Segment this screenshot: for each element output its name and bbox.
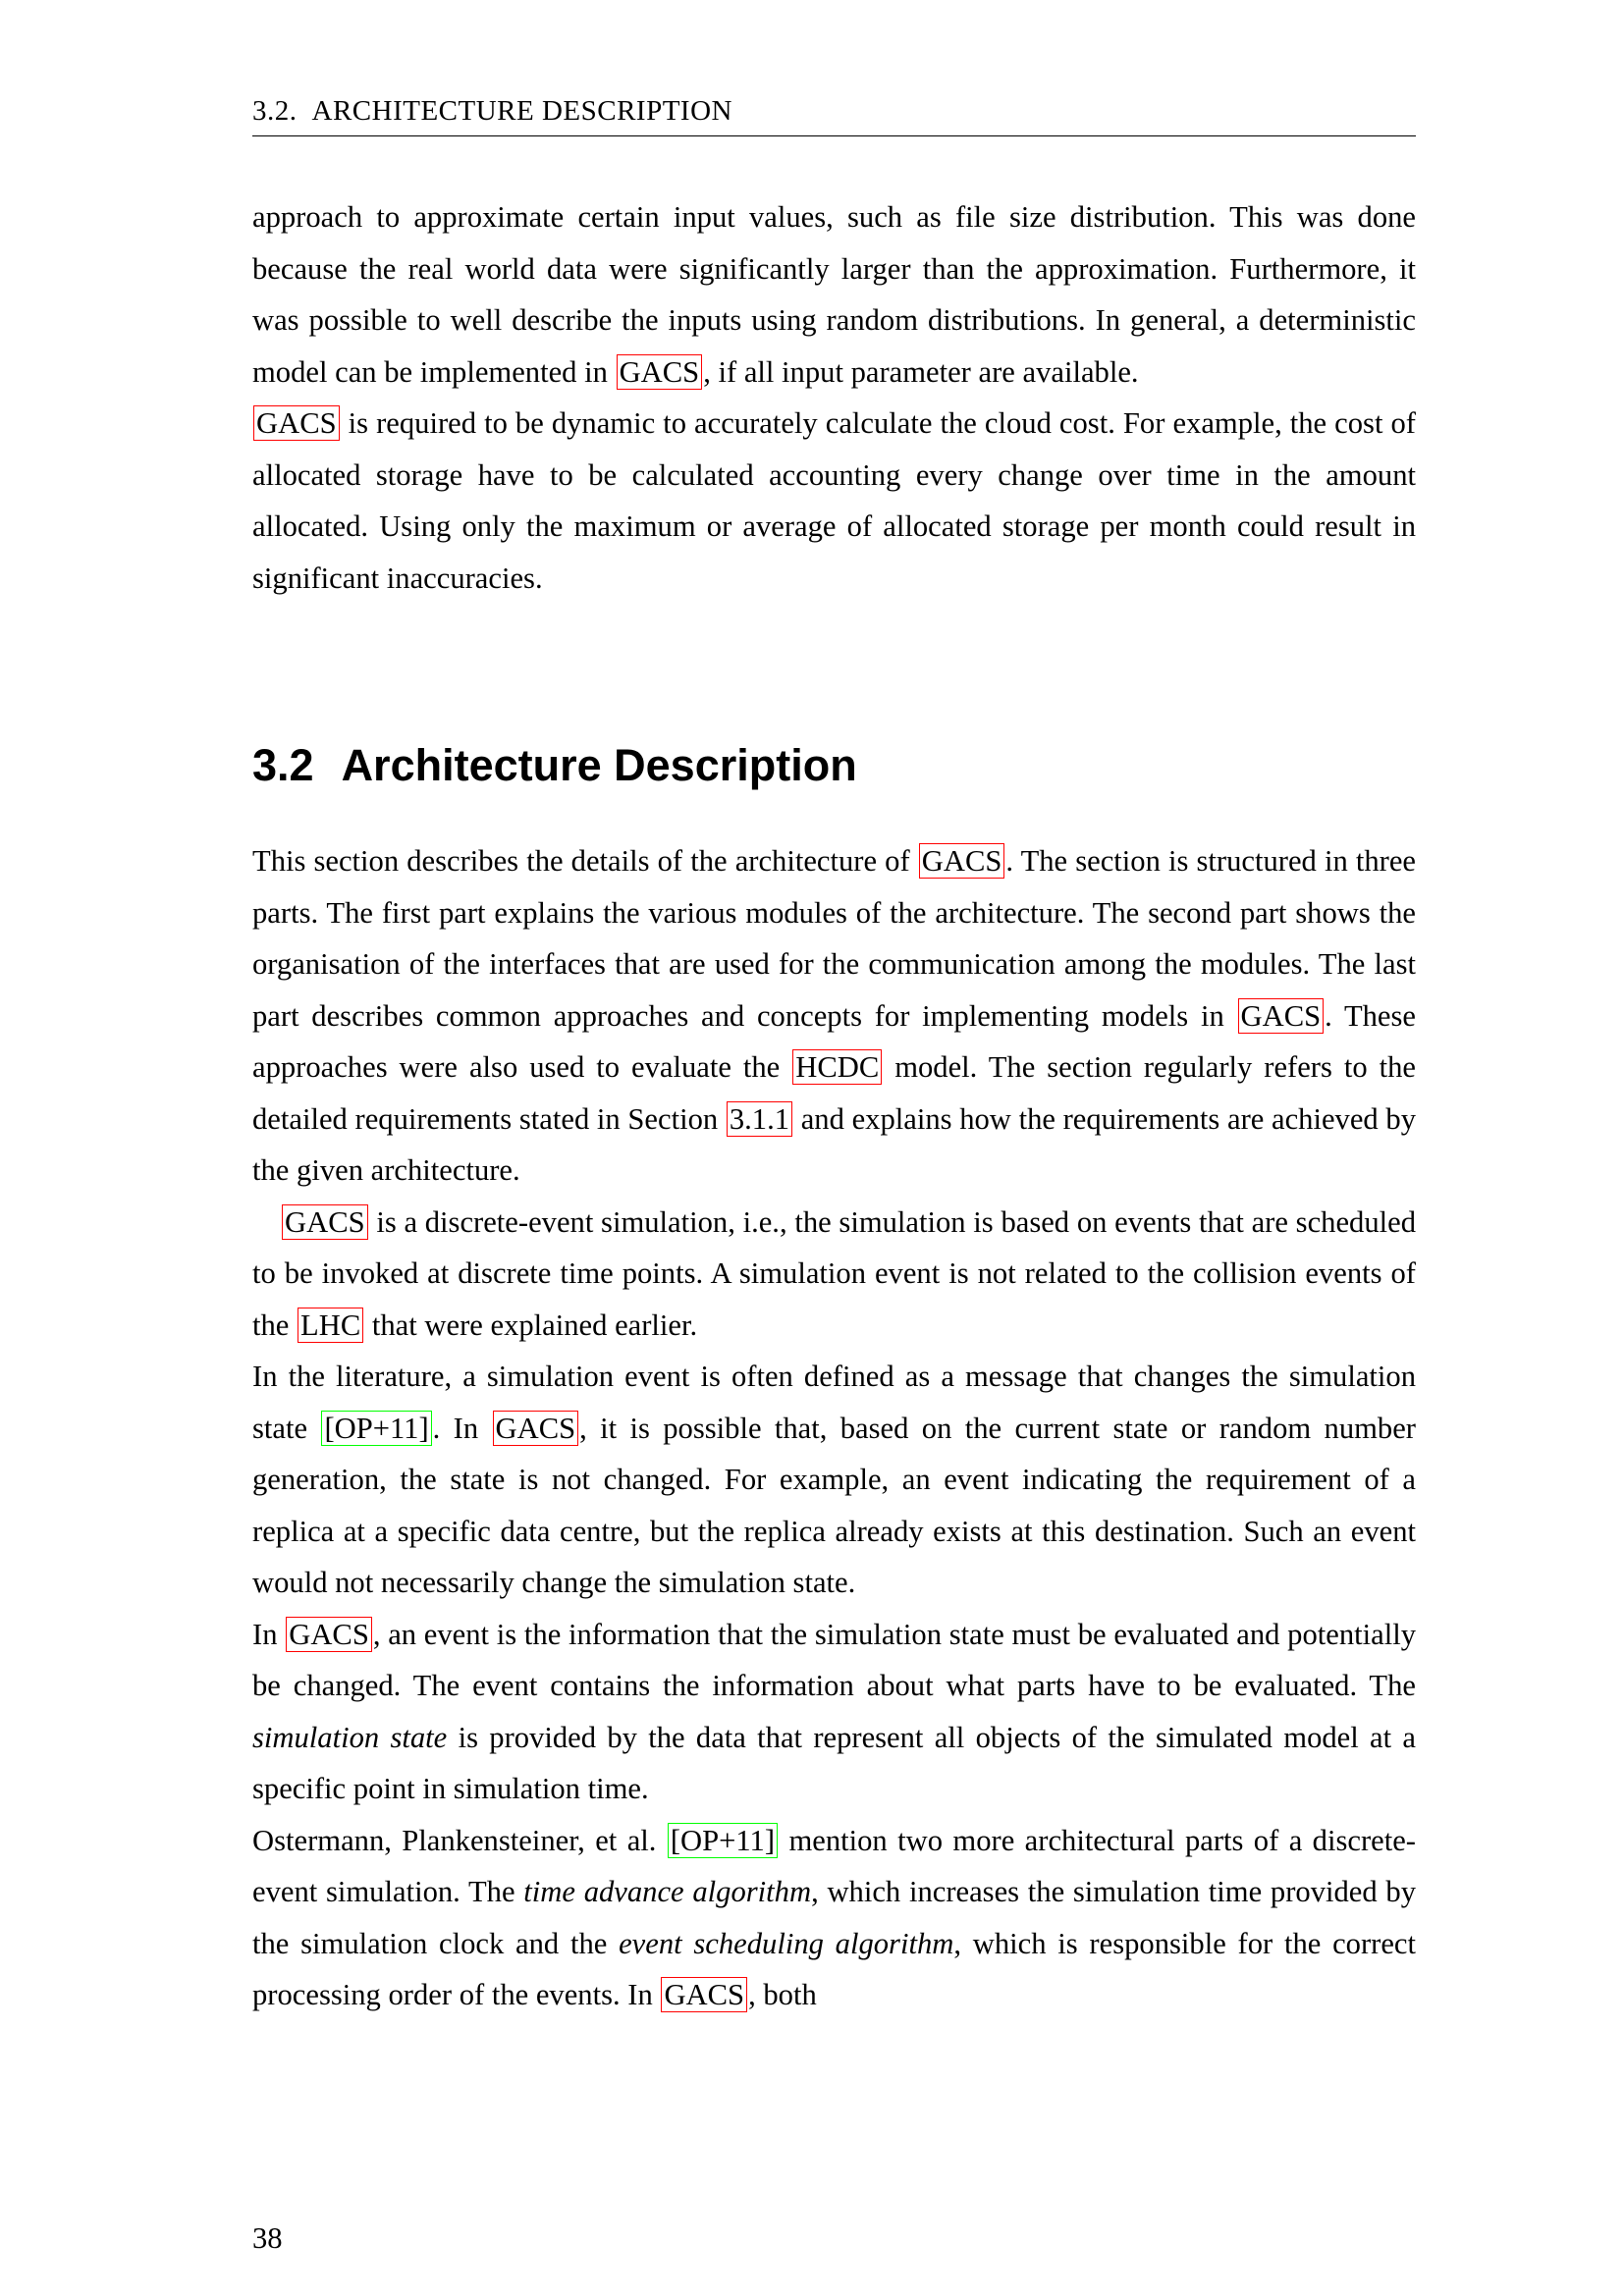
text-run: that were explained earlier. (364, 1308, 698, 1342)
section-ref-link[interactable]: 3.1.1 (727, 1101, 792, 1137)
text-run: , it is possible that, based on the current state or random number generation, the state is not changed. For example, an event indicating the requirement of a replica at a specific data centre, but the replica already exists at this destination. Such an event would not necessarily change the simulation state. (252, 1411, 1416, 1599)
text-run: , which is responsible for the correct processing order of the events. In (252, 1926, 1416, 2011)
acronym-link-gacs[interactable]: GACS (253, 405, 340, 441)
text-run: This section describes the details of the architecture of (252, 844, 910, 878)
acronym-link-gacs[interactable]: GACS (493, 1411, 579, 1446)
text-run: is a discrete-event simulation, i.e., the simulation is based on events that are scheduled to be invoked at discrete time points. A simulation event is not related to the collision events of the (252, 1204, 1416, 1342)
section-title: Architecture Description (341, 740, 857, 790)
acronym-link-gacs[interactable]: GACS (286, 1617, 372, 1652)
text-run: is required to be dynamic to accurately calculate the cloud cost. For example, the cost of allocated storage have to be calculated accounting every change over time in the amount allocated. Using only the maximum or average of allocated storage per month could result in significant inaccuracies. (252, 406, 1416, 595)
text-run: model. The section regularly refers to the detailed requirements stated in Section (252, 1050, 1416, 1136)
text-run: mention two more architectural parts of a discrete-event simulation. The (252, 1823, 1416, 1908)
acronym-link-gacs[interactable]: GACS (1238, 998, 1325, 1034)
header-rule (252, 135, 1416, 136)
paragraph-overview (252, 835, 1416, 1197)
text-block-section (252, 835, 1416, 2021)
text-run: , which increases the simulation time provided by the simulation clock and the (252, 1875, 1416, 1960)
running-head: 3.2. ARCHITECTURE DESCRIPTION (252, 95, 732, 127)
paragraph-architecture-parts (252, 1815, 1416, 2021)
acronym-link-gacs[interactable]: GACS (661, 1977, 747, 2012)
text-run: . In (432, 1411, 479, 1445)
text-run: . These approaches were also used to evaluate the (252, 998, 1416, 1084)
paragraph-literature (252, 1351, 1416, 1609)
text-run: In (252, 1617, 278, 1651)
page-number: 38 (252, 2221, 283, 2255)
text-run: is provided by the data that represent all objects of the simulated model at a specific point in simulation time. (252, 1720, 1416, 1805)
acronym-link-gacs[interactable]: GACS (919, 843, 1005, 879)
text-run: and explains how the requirements are achieved by the given architecture. (252, 1101, 1416, 1187)
text-run: approach to approximate certain input values, such as file size distribution. This was done because the real world data were significantly larger than the approximation. Furthermore, it was possible to well describe the inputs using random distributions. In general, a deterministic model can be implemented in (252, 200, 1416, 389)
text-run: , if all input parameter are available. (703, 354, 1139, 389)
paragraph-event-definition (252, 1609, 1416, 1815)
emphasis-term: time advance algorithm (523, 1875, 812, 1908)
acronym-link-hcdc[interactable]: HCDC (792, 1049, 882, 1085)
section-heading (252, 736, 857, 795)
text-block-intro (252, 191, 1416, 604)
emphasis-term: simulation state (252, 1720, 448, 1754)
citation-link-op11[interactable]: [OP+11] (321, 1411, 431, 1446)
citation-link-op11[interactable]: [OP+11] (668, 1823, 778, 1858)
text-run: . The section is structured in three parts. The first part explains the various modules of the architecture. The second part shows the organisation of the interfaces that are used for the communication among the modules. The last part describes common approaches and concepts for implementing models in (252, 844, 1416, 1033)
section-number: 3.2 (252, 740, 314, 790)
text-run: In the literature, a simulation event is often defined as a message that changes the simulation state (252, 1360, 1416, 1445)
acronym-link-gacs[interactable]: GACS (282, 1204, 368, 1240)
acronym-link-lhc[interactable]: LHC (298, 1308, 363, 1343)
paragraph-approach (252, 191, 1416, 398)
emphasis-term: event scheduling algorithm (619, 1926, 954, 1960)
acronym-link-gacs[interactable]: GACS (617, 354, 703, 390)
text-run: , an event is the information that the simulation state must be evaluated and potentially be changed. The event contains the information about what parts have to be evaluated. The (252, 1617, 1416, 1702)
text-run: Ostermann, Plankensteiner, et al. (252, 1823, 657, 1857)
paragraph-discrete-event (252, 1197, 1416, 1352)
paragraph-dynamic (252, 398, 1416, 604)
text-run: , both (748, 1978, 817, 2011)
